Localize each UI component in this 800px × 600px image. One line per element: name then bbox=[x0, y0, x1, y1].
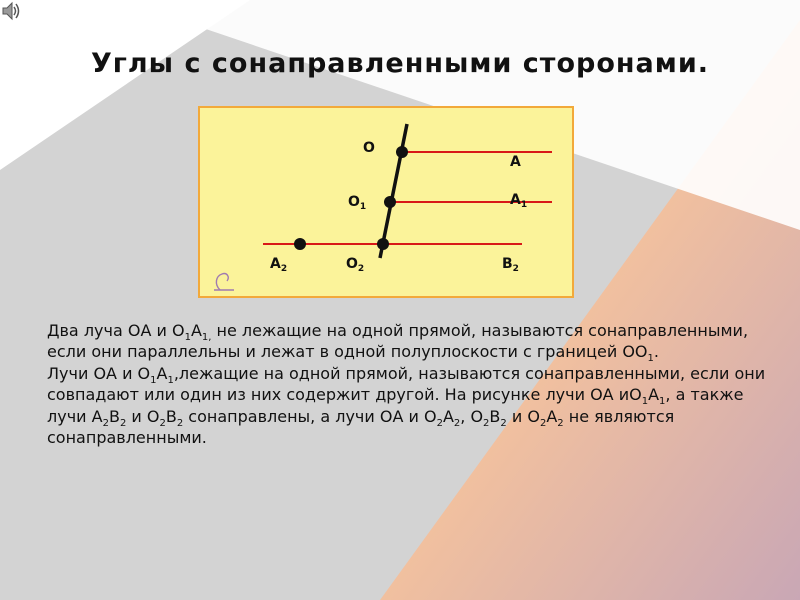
slide-title: Углы с сонаправленными сторонами. bbox=[90, 48, 710, 79]
definition-paragraph-2: Лучи ОА и $О_1А_1,лежащие$ на одной прямой, называются сонаправленными, если они совпадают или один из них содержит другой. На рисунке лучи ОА $иО_1А_1$, а также лучи $А_2В_2$ и $О_2В_2$ сонаправлены, а лучи ОА и $О_2А_2$, $О_2В_2$ и $О_2А_2$ не являются сонаправленными. bbox=[47, 363, 766, 448]
speaker-icon[interactable] bbox=[0, 0, 22, 22]
point-O2 bbox=[377, 238, 389, 250]
label-O1: $O_1$ bbox=[348, 194, 367, 212]
definition-text bbox=[47, 320, 767, 448]
point-A2 bbox=[294, 238, 306, 250]
point-O bbox=[396, 146, 408, 158]
figure-panel bbox=[198, 106, 574, 298]
definition-paragraph-1: Два луча ОА и $О_1А_{1,}$ не лежащие на одной прямой, называются сонаправленными, если они параллельны и лежат в одной полуплоскости с границей $ОО_1$. bbox=[47, 321, 749, 365]
transversal-line bbox=[380, 124, 407, 258]
label-A: A bbox=[510, 154, 521, 170]
label-A2: $A_2$ bbox=[270, 256, 288, 274]
angle-icon bbox=[214, 274, 234, 290]
label-A1: $A_1$ bbox=[510, 192, 528, 210]
label-B2: $B_2$ bbox=[502, 256, 519, 274]
label-O2: $O_2$ bbox=[346, 256, 365, 274]
label-O: O bbox=[363, 140, 375, 156]
point-O1 bbox=[384, 196, 396, 208]
geometry-figure bbox=[200, 108, 576, 300]
